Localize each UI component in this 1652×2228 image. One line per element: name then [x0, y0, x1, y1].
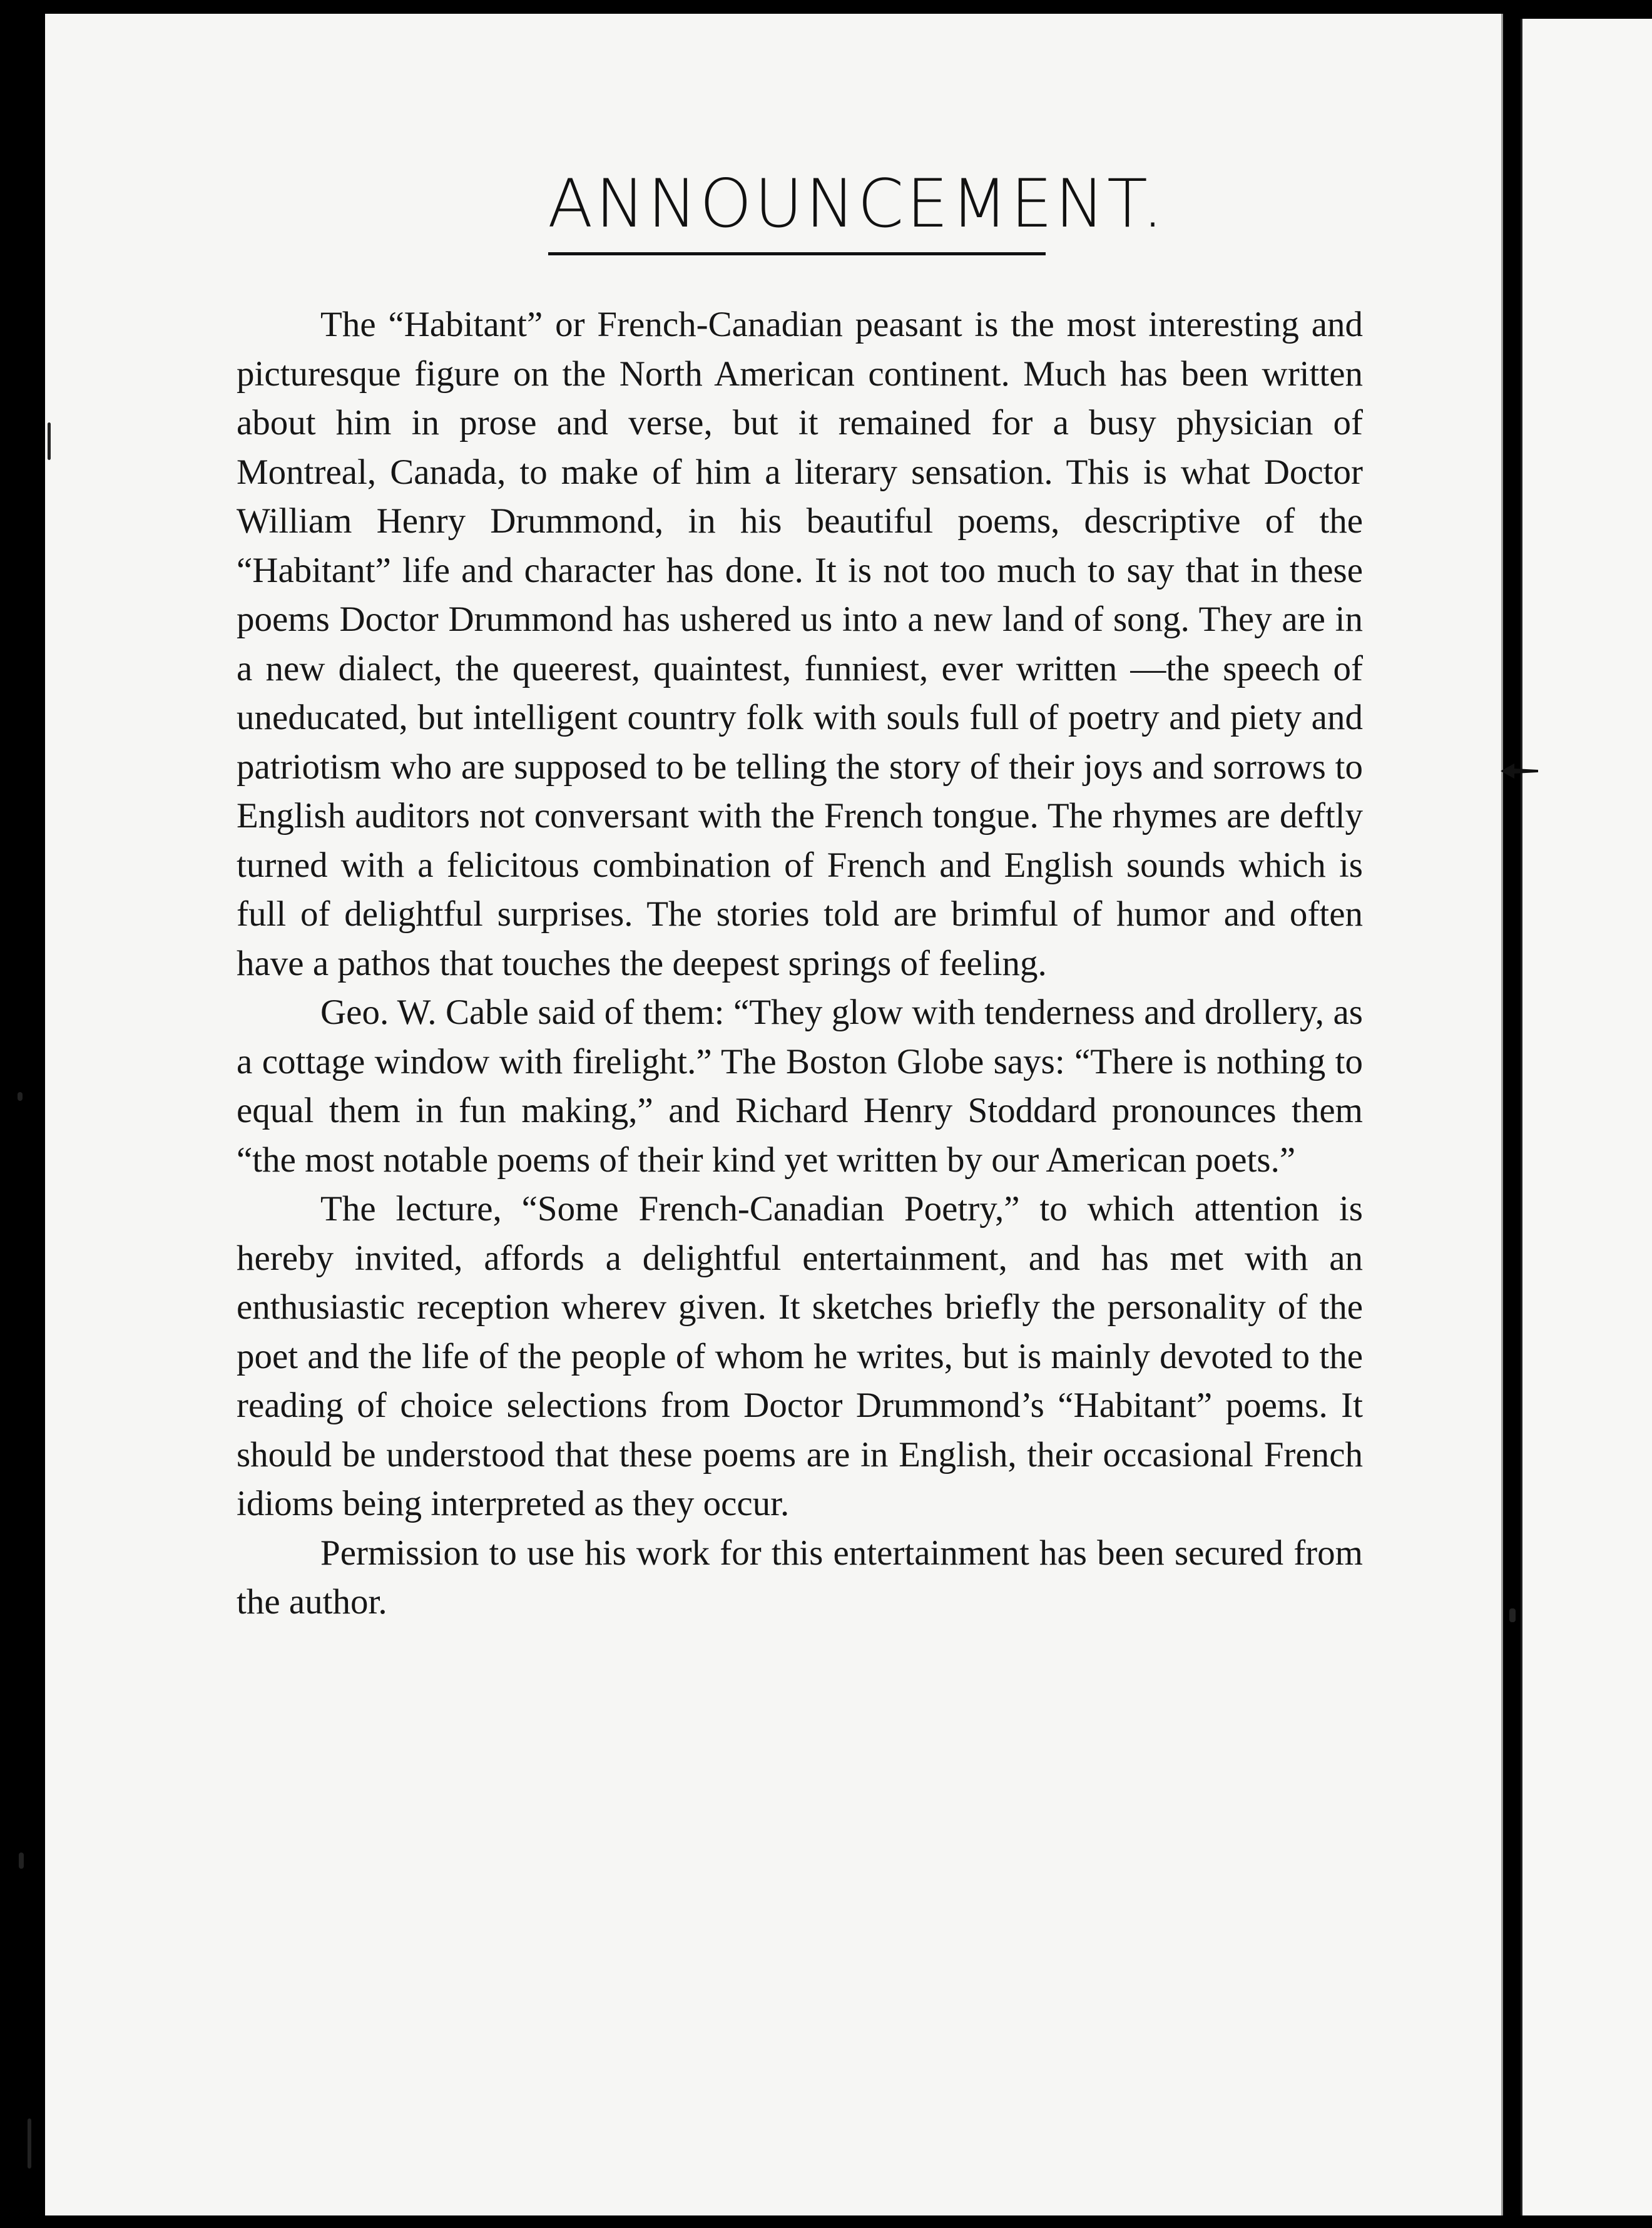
scan-speck [28, 2118, 31, 2169]
announcement-body [237, 300, 1363, 1627]
scan-speck [19, 1852, 24, 1869]
paragraph-habitant-intro: The “Habitant” or French-Canadian peasant is the most interesting and picturesque figure on the North American continent. Much has been written about him in prose and verse, but it remained for a busy physician of Montreal, Canada, to make of him a literary sensation. This is what Doctor William Henry Drummond, in his beautiful poems, descriptive of the “Habitant” life and character has done. It is not too much to say that in these poems Doctor Drummond has ushered us into a new land of song. They are in a new dialect, the queerest, quaintest, funniest, ever written —the speech of uneducated, but intelligent country folk with souls full of poetry and piety and patriotism who are supposed to be telling the story of their joys and sorrows to English auditors not conversant with the French tongue. The rhymes are deftly turned with a felicitous combination of French and English sounds which is full of delightful surprises. The stories told are brimful of humor and often have a pathos that touches the deepest springs of feeling. [237, 305, 1363, 983]
paragraph-cable-quote: Geo. W. Cable said of them: “They glow with tenderness and drollery, as a cottage window with firelight.” The Boston Globe says: “There is nothing to equal them in fun making,” and Richard Henry Stoddard pronounces them “the most notable poems of their kind yet written by our American poets.” [237, 993, 1363, 1180]
next-page-edge [1521, 19, 1652, 2215]
scan-speck [1509, 1608, 1516, 1622]
paragraph-lecture: The lecture, “Some French-Canadian Poetry,” to which attention is hereby invited, affords a delightful entertainment, and has met with an enthusiastic reception wherev given. It sketches briefly the personality of the poet and the life of the people of whom he writes, but is mainly devoted to the reading of choice selections from Doctor Drummond’s “Habitant” poems. It should be understood that these poems are in English, their occasional French idioms being interpreted as they occur. [237, 1189, 1363, 1523]
scan-speck [48, 422, 51, 460]
scan-speck [18, 1092, 23, 1101]
paragraph-permission: Permission to use his work for this entertainment has been secured from the author. [237, 1533, 1363, 1622]
arrow-mark-icon [1501, 759, 1538, 784]
title-underline [548, 252, 1046, 255]
scan-top-border [0, 0, 1652, 14]
page-title: ANNOUNCEMENT. [548, 165, 1166, 242]
